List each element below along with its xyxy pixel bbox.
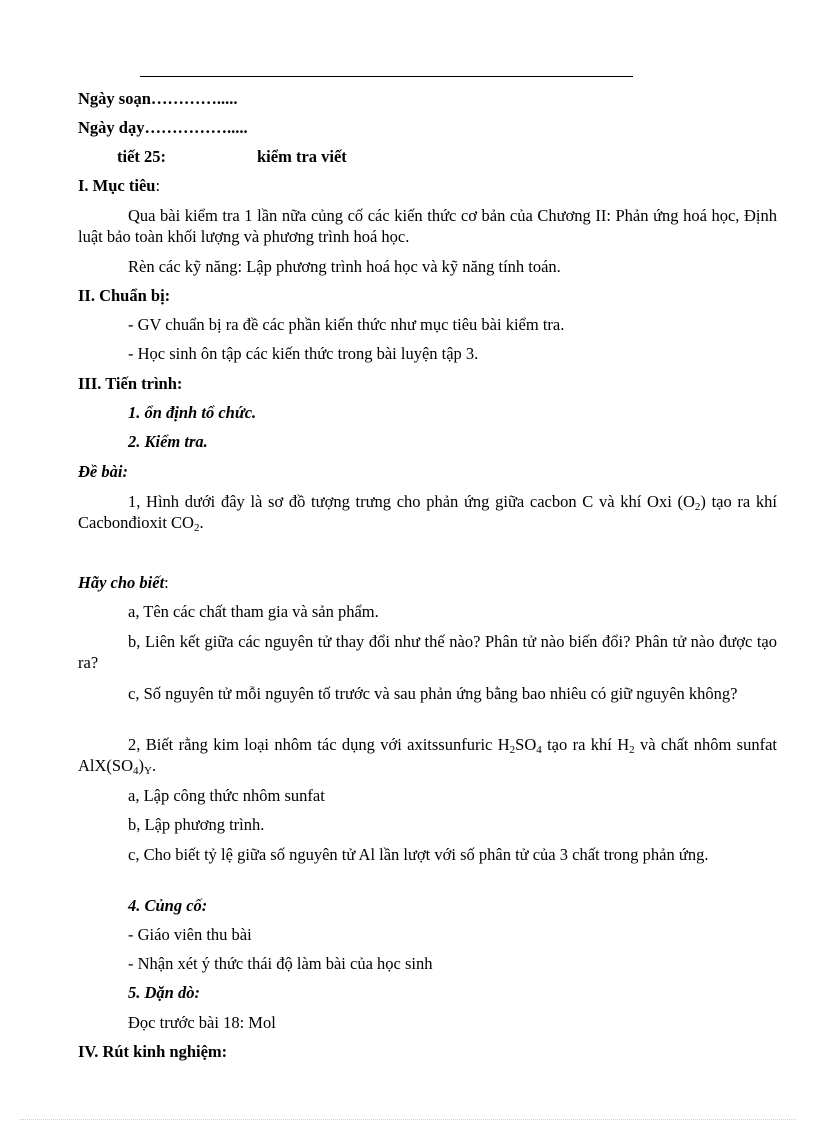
step-4-heading: 4. Củng cố:: [128, 896, 208, 915]
question-1b: b, Liên kết giữa các nguyên tử thay đổi như thế nào? Phân tử nào biến đổi? Phân tử nào được tạo ra?: [78, 632, 777, 672]
hay-cho-biet-heading: Hãy cho biết:: [78, 573, 169, 592]
chuan-bi-item-2: - Học sinh ôn tập các kiến thức trong bài luyện tập 3.: [128, 344, 479, 363]
muc-tieu-paragraph-1: Qua bài kiểm tra 1 lần nữa củng cố các kiến thức cơ bản của Chương II: Phản ứng hoá học, Định luật bảo toàn khối lượng và phương trình hoá học.: [78, 206, 777, 246]
question-2b: b, Lập phương trình.: [128, 815, 265, 834]
dan-do-item-1: Đọc trước bài 18: Mol: [128, 1013, 276, 1032]
section-muc-tieu-heading: I. Mục tiêu:: [78, 176, 161, 195]
page-bottom-border: [20, 1119, 796, 1120]
question-1-text: 1, Hình dưới đây là sơ đồ tượng trưng cho phản ứng giữa cacbon C và khí Oxi $(O_2)$ tạo ra khí Cacbonđioxit $CO_2$.: [78, 492, 778, 534]
ngay-day: Ngày dạy…………….....: [78, 118, 248, 137]
step-2-heading: 2. Kiểm tra.: [128, 432, 208, 451]
question-1a: a, Tên các chất tham gia và sản phẩm.: [128, 602, 379, 621]
step-5-heading: 5. Dặn dò:: [128, 983, 200, 1002]
ngay-soan: Ngày soạn………….....: [78, 89, 238, 108]
lesson-number: tiết 25:: [117, 147, 167, 166]
question-2a: a, Lập công thức nhôm sunfat: [128, 786, 325, 805]
question-1c: c, Số nguyên tử mỗi nguyên tố trước và sau phản ứng bằng bao nhiêu có giữ nguyên không?: [128, 684, 738, 703]
top-divider-line: [140, 76, 633, 77]
muc-tieu-paragraph-2: Rèn các kỹ năng: Lập phương trình hoá học và kỹ năng tính toán.: [128, 257, 561, 276]
section-tien-trinh-heading: III. Tiến trình:: [78, 374, 183, 393]
question-2c: c, Cho biết tỷ lệ giữa số nguyên tử Al lần lượt với số phân tử của 3 chất trong phản ứng.: [128, 845, 709, 864]
section-rut-kinh-nghiem-heading: IV. Rút kinh nghiệm:: [78, 1042, 228, 1061]
step-1-heading: 1. ổn định tổ chức.: [128, 403, 257, 422]
chuan-bi-item-1: - GV chuẩn bị ra đề các phần kiến thức như mục tiêu bài kiểm tra.: [128, 315, 565, 334]
cung-co-item-2: - Nhận xét ý thức thái độ làm bài của học sinh: [128, 954, 433, 973]
lesson-title: kiểm tra viết: [257, 147, 347, 166]
de-bai-heading: Đề bài:: [78, 462, 128, 481]
cung-co-item-1: - Giáo viên thu bài: [128, 925, 252, 944]
question-2-text: 2, Biết rằng kim loại nhôm tác dụng với axitssunfuric $H_2SO_4$ tạo ra khí $H_2$ và chất nhôm sunfat $AlX(SO_4)_Y$.: [78, 735, 777, 777]
section-chuan-bi-heading: II. Chuẩn bị:: [78, 286, 171, 305]
